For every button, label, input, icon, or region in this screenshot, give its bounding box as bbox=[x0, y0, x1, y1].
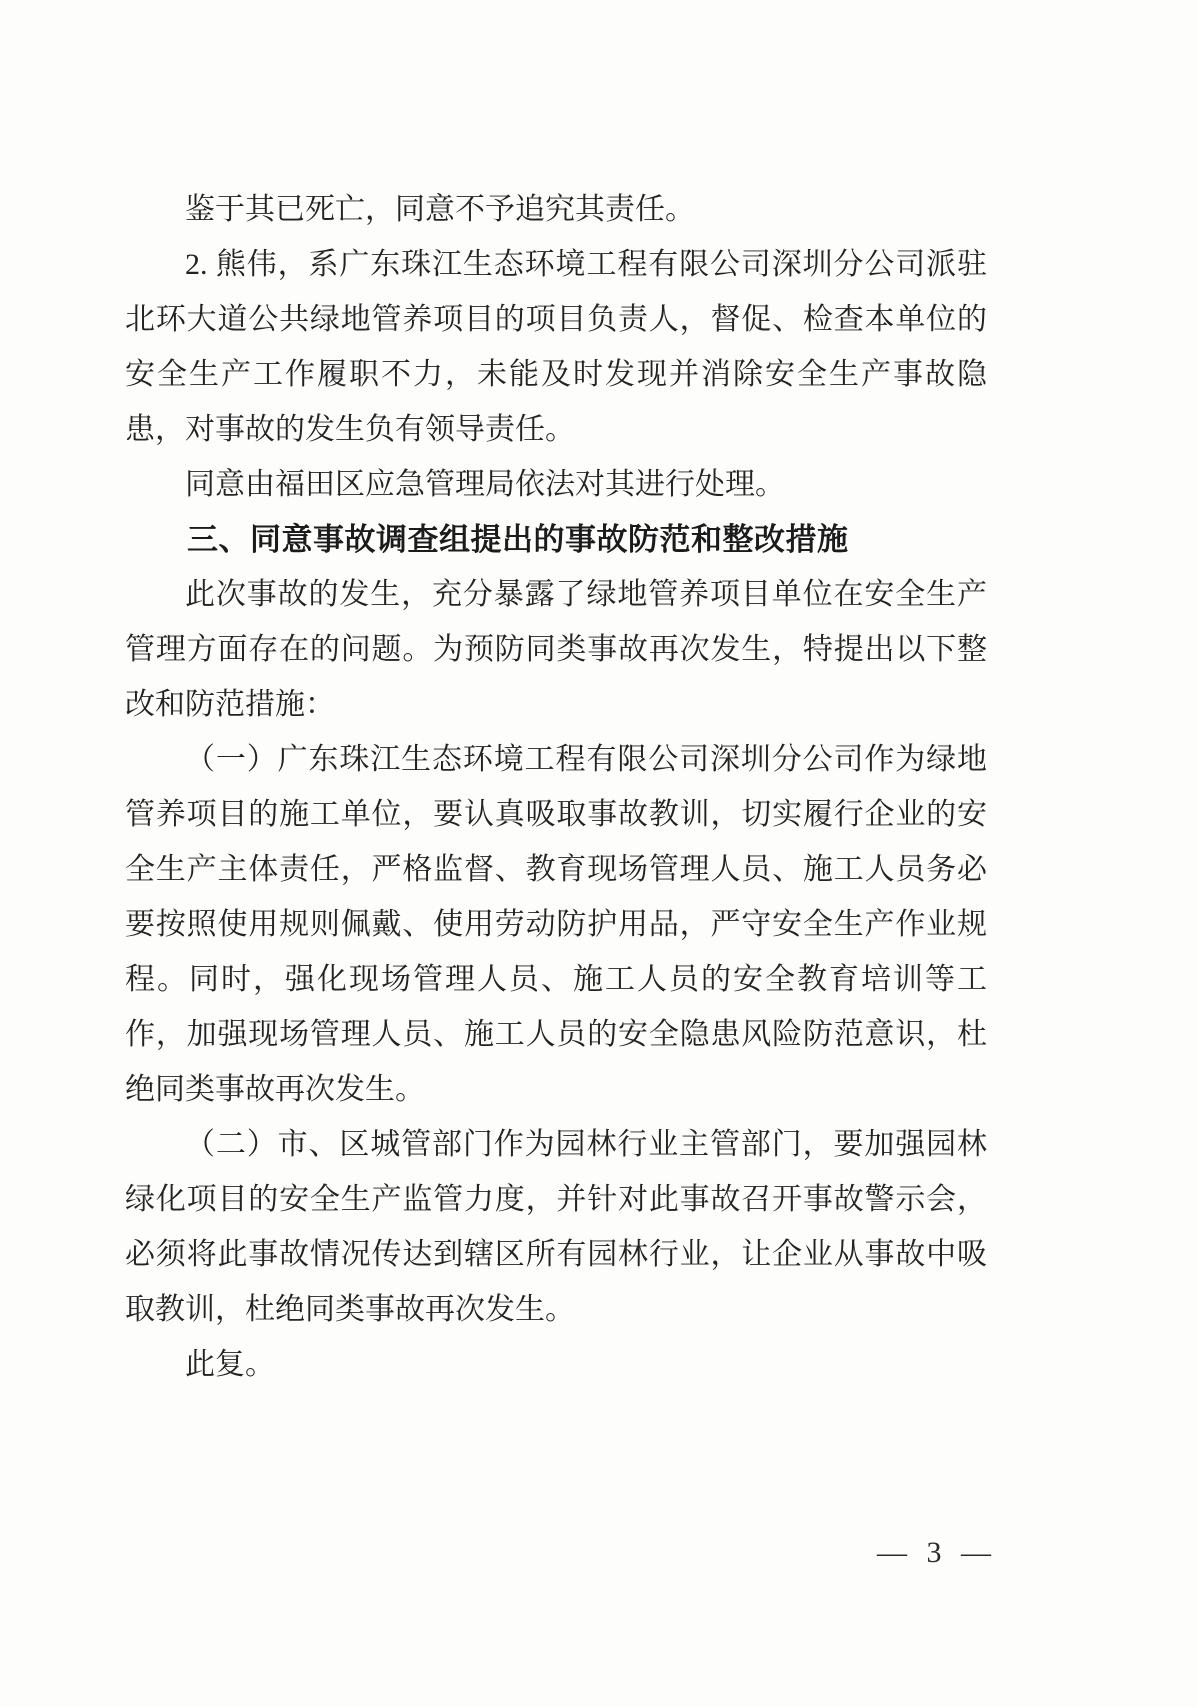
page-number: — 3 — bbox=[877, 1536, 997, 1569]
paragraph-closing: 此复。 bbox=[185, 1348, 275, 1381]
paragraph-responsible-person-2: 2. 熊伟，系广东珠江生态环境工程有限公司深圳分公司派驻北环大道公共绿地管养项目的项目负责人，督促、检查本单位的安全生产工作履职不力，未能及时发现并消除安全生产事故隐患，对事故的发生负有领导责任。 bbox=[125, 248, 987, 446]
paragraph-conclusion-deceased: 鉴于其已死亡，同意不予追究其责任。 bbox=[185, 193, 695, 226]
paragraph-measure-2: （二）市、区城管部门作为园林行业主管部门，要加强园林绿化项目的安全生产监管力度，并针对此事故召开事故警示会，必须将此事故情况传达到辖区所有园林行业，让企业从事故中吸取教训，杜绝同类事故再次发生。 bbox=[125, 1128, 987, 1326]
paragraph-handling-decision: 同意由福田区应急管理局依法对其进行处理。 bbox=[185, 468, 785, 501]
paragraph-measure-1: （一）广东珠江生态环境工程有限公司深圳分公司作为绿地管养项目的施工单位，要认真吸取事故教训，切实履行企业的安全生产主体责任，严格监督、教育现场管理人员、施工人员务必要按照使用规则佩戴、使用劳动防护用品，严守安全生产作业规程。同时，强化现场管理人员、施工人员的安全教育培训等工作，加强现场管理人员、施工人员的安全隐患风险防范意识，杜绝同类事故再次发生。 bbox=[125, 743, 987, 1106]
paragraph-problem-summary: 此次事故的发生，充分暴露了绿地管养项目单位在安全生产管理方面存在的问题。为预防同类事故再次发生，特提出以下整改和防范措施： bbox=[125, 578, 987, 721]
document-body bbox=[125, 182, 987, 1392]
section-heading: 三、同意事故调查组提出的事故防范和整改措施 bbox=[187, 522, 849, 557]
